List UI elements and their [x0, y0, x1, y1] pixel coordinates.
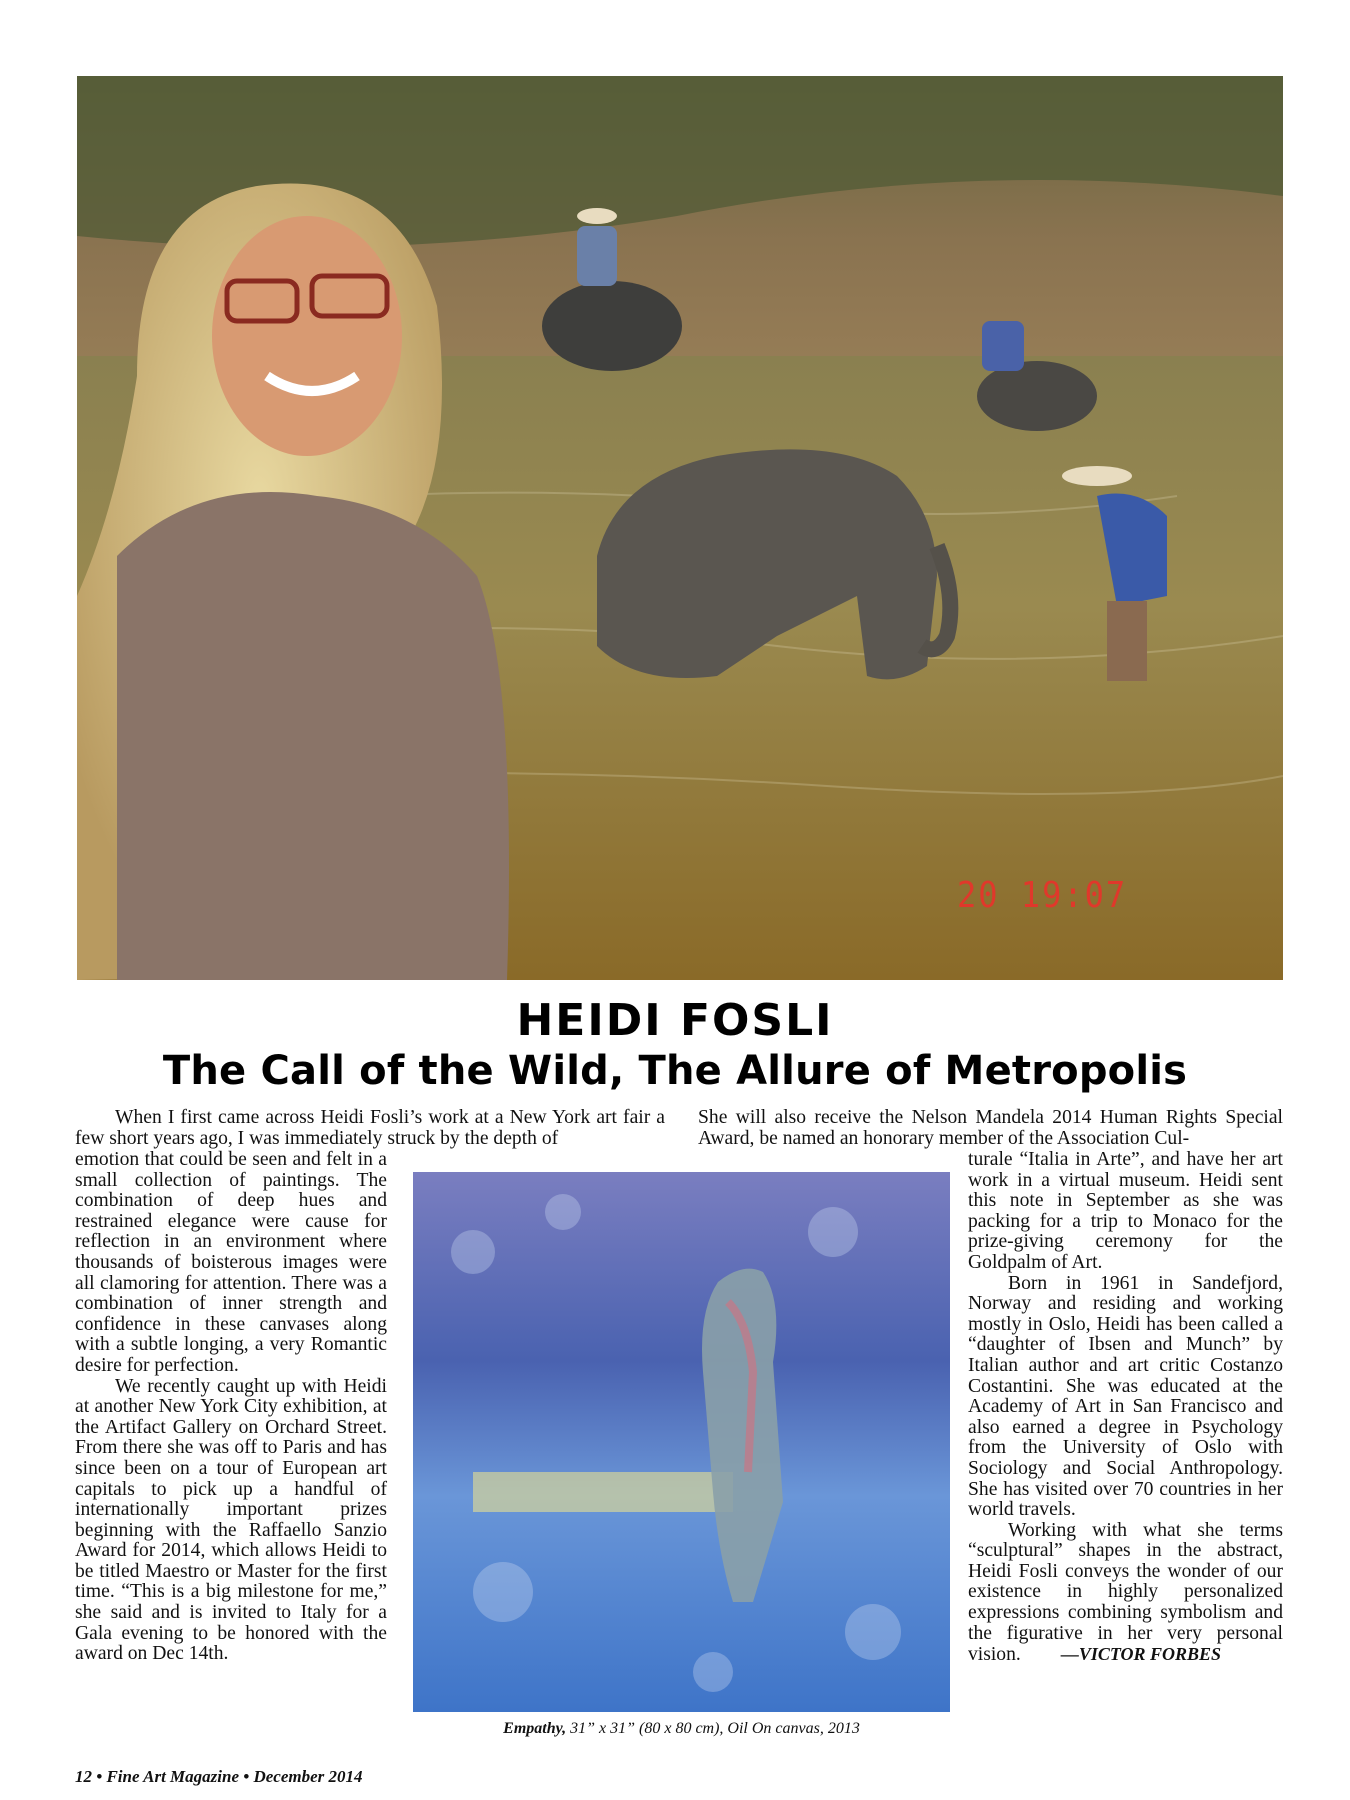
- painting-drawing: [413, 1172, 950, 1712]
- paragraph: emotion that could be seen and felt in a small collection of paintings. The combination of deep hues and restrained elegance were cause for reflection in an environment where thousands of boisterous images were all clamoring for attention. There was a combination of inner strength and confidence in these canvases along with a subtle longing, a very Romantic desire for perfection.: [75, 1149, 387, 1376]
- mahout-washing-hat: [1062, 466, 1132, 486]
- paragraph: We recently caught up with Heidi at another New York City exhibition, at the Artifact Gallery on Orchard Street. From there she was off to Paris and has since been on a tour of European art capitals to pick up a handful of internationally important prizes beginning with the Raffaello Sanzio Award for 2014, which allows Heidi to be titled Maestro or Master for the first time. “This is a big milestone for me,” she said and is invited to Italy for a Gala evening to be honored with the award on Dec 14th.: [75, 1375, 387, 1665]
- subheadline: The Call of the Wild, The Allure of Metropolis: [162, 1048, 1188, 1094]
- mahout-legs: [1107, 601, 1147, 681]
- caption-title: Empathy,: [503, 1720, 567, 1737]
- woman-shirt: [117, 492, 509, 980]
- paragraph: turale “Italia in Arte”, and have her art work in a virtual museum. Heidi sent this note in September as she was packing for a trip to Monaco for the prize-giving ceremony for the Goldpalm of Art.: [968, 1149, 1283, 1273]
- mahout-far-left: [577, 226, 617, 286]
- painting-light-band: [473, 1472, 733, 1512]
- paragraph: When I first came across Heidi Fosli’s work at a New York art fair a few short years ago, I was immediately struck by the depth of: [75, 1107, 665, 1149]
- caption-details: 31” x 31” (80 x 80 cm), Oil On canvas, 2013: [566, 1720, 860, 1737]
- paragraph-final: [968, 1521, 1283, 1666]
- byline: —VICTOR FORBES: [1060, 1644, 1222, 1665]
- photo-timestamp: 20 19:07: [957, 874, 1128, 916]
- paragraph: She will also receive the Nelson Mandela 2014 Human Rights Special Award, be named an honorary member of the Association Cul-: [698, 1107, 1283, 1149]
- woman-face: [212, 216, 402, 456]
- column-left-top: [75, 1108, 665, 1149]
- mahout-far-right: [982, 321, 1024, 371]
- column-left-narrow: [75, 1150, 387, 1665]
- hero-photo: [77, 76, 1283, 980]
- elephant-far-left: [542, 281, 682, 371]
- painting-caption: [413, 1720, 950, 1738]
- paragraph-text: Working with what she terms “sculptural” shapes in the abstract, Heidi Fosli conveys the wonder of our existence in highly personalized expressions combining symbolism and the figurative in her very personal vision.: [968, 1519, 1283, 1666]
- paragraph: Born in 1961 in Sandefjord, Norway and residing and working mostly in Oslo, Heidi has been called a “daughter of Ibsen and Munch” by Italian author and art critic Costanzo Costantini. She was educated at the Academy of Art in San Francisco and also earned a degree in Psychology from the University of Oslo with Sociology and Social Anthropology. She has visited over 70 countries in her world travels.: [968, 1272, 1283, 1521]
- column-right-top: [698, 1108, 1283, 1149]
- page-folio: 12 • Fine Art Magazine • December 2014: [75, 1767, 363, 1786]
- painting-empathy: [413, 1172, 950, 1712]
- hero-photo-drawing: [77, 76, 1283, 980]
- headline: HEIDI FOSLI: [516, 995, 834, 1046]
- mahout-hat: [577, 208, 617, 224]
- elephant-far-right: [977, 361, 1097, 431]
- column-right-narrow: [968, 1150, 1283, 1666]
